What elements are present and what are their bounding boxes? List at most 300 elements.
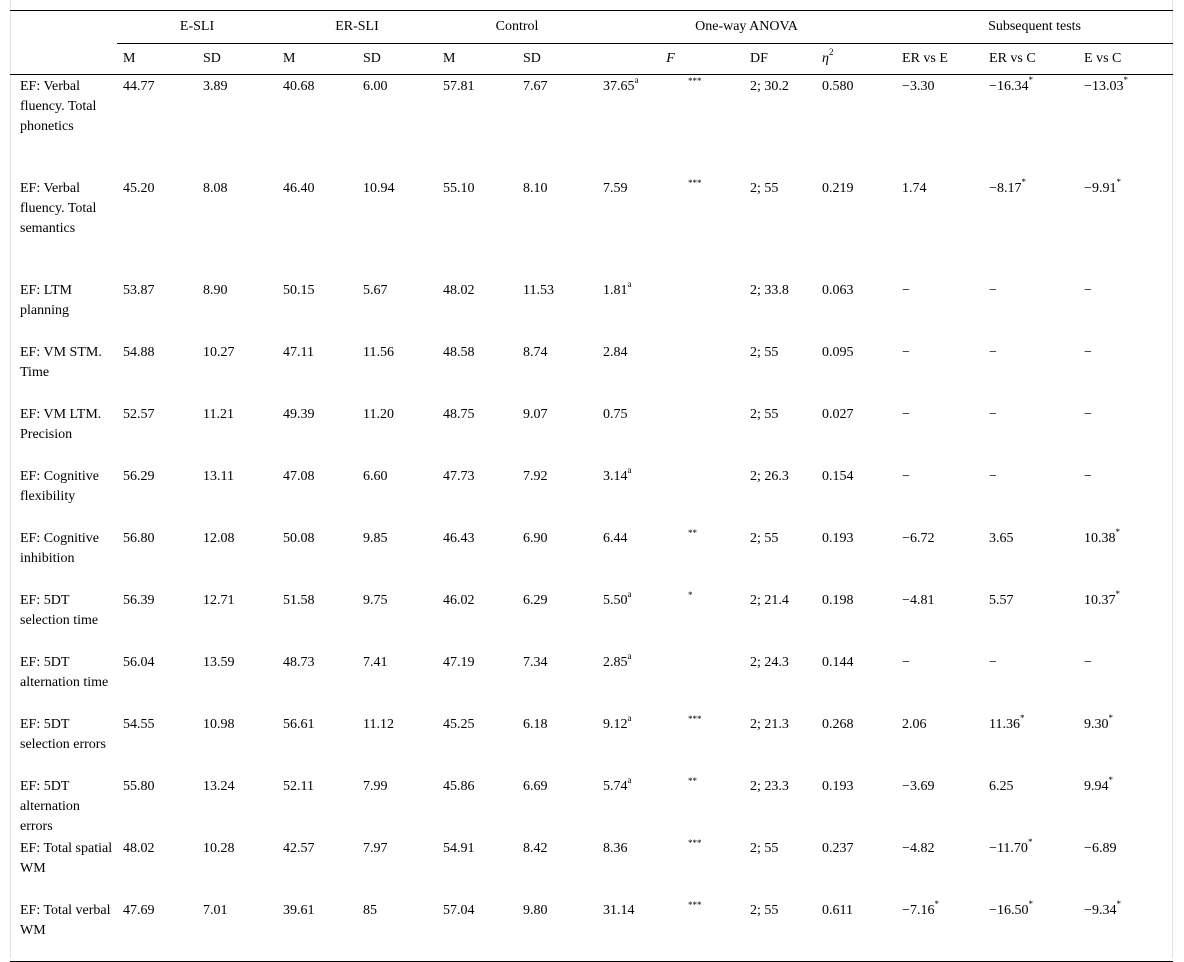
ersli-mean <box>277 75 357 178</box>
control-mean <box>437 775 517 837</box>
esli-mean-value: 56.29 <box>123 469 155 484</box>
column-header-row <box>10 44 1173 75</box>
e-vs-c-marker: * <box>1116 177 1121 188</box>
esli-sd-value: 3.89 <box>203 79 228 94</box>
table-row <box>10 651 1173 713</box>
e-vs-c-value: −13.03 <box>1084 79 1124 94</box>
esli-sd <box>197 75 277 178</box>
ersli-sd-value: 10.94 <box>363 181 395 196</box>
e-vs-c <box>1078 75 1173 178</box>
er-vs-c-value: 3.65 <box>989 531 1014 546</box>
significance-stars: *** <box>688 714 702 724</box>
ersli-mean <box>277 775 357 837</box>
e-vs-c <box>1078 589 1173 651</box>
er-vs-e <box>896 177 983 279</box>
ersli-sd-value: 11.20 <box>363 407 394 422</box>
ersli-mean <box>277 713 357 775</box>
er-vs-e-value: − <box>902 407 910 422</box>
ersli-sd-value: 6.00 <box>363 79 388 94</box>
esli-mean <box>117 177 197 279</box>
er-vs-c-value: −11.70 <box>989 841 1028 856</box>
df-value-value: 2; 21.3 <box>750 717 789 732</box>
e-vs-c-marker: * <box>1115 589 1121 600</box>
significance-cell <box>682 465 744 527</box>
esli-mean <box>117 403 197 465</box>
e-vs-c-marker: * <box>1115 527 1121 538</box>
row-label-value: EF: 5DT selection time <box>20 593 99 628</box>
er-vs-e <box>896 75 983 178</box>
control-mean-value: 46.43 <box>443 531 475 546</box>
f-value <box>597 341 682 403</box>
er-vs-e-value: − <box>902 655 910 670</box>
esli-mean-value: 47.69 <box>123 903 155 918</box>
er-vs-c <box>983 465 1078 527</box>
significance-cell <box>682 713 744 775</box>
group-er-sli: ER-SLI <box>277 11 437 44</box>
ersli-sd-value: 11.56 <box>363 345 394 360</box>
f-value-value: 2.84 <box>603 345 628 360</box>
significance-cell <box>682 589 744 651</box>
significance-cell <box>682 403 744 465</box>
er-vs-e <box>896 713 983 775</box>
control-sd-value: 8.42 <box>523 841 548 856</box>
er-vs-c <box>983 177 1078 279</box>
esli-mean-value: 56.80 <box>123 531 155 546</box>
significance-stars: * <box>688 590 693 600</box>
f-value <box>597 775 682 837</box>
significance-cell <box>682 651 744 713</box>
control-mean <box>437 75 517 178</box>
e-vs-c <box>1078 403 1173 465</box>
control-sd <box>517 775 597 837</box>
col-sd-control: SD <box>517 44 597 75</box>
er-vs-e-value: 2.06 <box>902 717 927 732</box>
significance-cell <box>682 75 744 178</box>
row-label <box>10 177 117 279</box>
control-sd-value: 6.90 <box>523 531 548 546</box>
f-value-value: 3.14 <box>603 469 628 484</box>
row-label-value: EF: Cognitive inhibition <box>20 531 99 566</box>
f-value-value: 5.74 <box>603 779 628 794</box>
row-label <box>10 527 117 589</box>
f-value-value: 6.44 <box>603 531 628 546</box>
row-label-value: EF: VM STM. Time <box>20 345 102 380</box>
control-sd-value: 6.29 <box>523 593 548 608</box>
er-vs-c <box>983 75 1078 178</box>
control-sd-value: 9.80 <box>523 903 548 918</box>
table-row <box>10 465 1173 527</box>
f-value-marker: a <box>627 713 632 724</box>
er-vs-c <box>983 837 1078 899</box>
control-mean <box>437 899 517 962</box>
col-eta: $\eta^2$ <box>816 44 896 75</box>
df-value <box>744 651 816 713</box>
row-label-value: EF: Cognitive flexibility <box>20 469 99 504</box>
ersli-mean <box>277 341 357 403</box>
corner-cell <box>10 11 117 44</box>
ersli-mean-value: 52.11 <box>283 779 314 794</box>
e-vs-c-value: −6.89 <box>1084 841 1117 856</box>
eta-squared <box>816 75 896 178</box>
table-row <box>10 589 1173 651</box>
label-column-header <box>10 44 117 75</box>
esli-mean-value: 45.20 <box>123 181 155 196</box>
er-vs-c <box>983 775 1078 837</box>
ersli-sd <box>357 899 437 962</box>
df-value <box>744 899 816 962</box>
ersli-mean-value: 49.39 <box>283 407 315 422</box>
df-value-value: 2; 55 <box>750 345 779 360</box>
esli-mean-value: 44.77 <box>123 79 155 94</box>
f-value-value: 5.50 <box>603 593 628 608</box>
control-sd <box>517 465 597 527</box>
group-anova: One-way ANOVA <box>597 11 896 44</box>
df-value <box>744 837 816 899</box>
esli-sd <box>197 403 277 465</box>
control-mean-value: 47.19 <box>443 655 475 670</box>
e-vs-c-value: − <box>1084 469 1092 484</box>
f-value <box>597 651 682 713</box>
e-vs-c <box>1078 713 1173 775</box>
table-row <box>10 75 1173 178</box>
esli-mean <box>117 837 197 899</box>
er-vs-c-value: 5.57 <box>989 593 1014 608</box>
esli-sd-value: 13.59 <box>203 655 235 670</box>
e-vs-c-value: 9.94 <box>1084 779 1109 794</box>
eta-squared <box>816 775 896 837</box>
control-sd-value: 11.53 <box>523 283 554 298</box>
esli-mean <box>117 75 197 178</box>
df-value-value: 2; 55 <box>750 841 779 856</box>
control-sd-value: 8.74 <box>523 345 548 360</box>
f-value <box>597 465 682 527</box>
eta-squared-value: 0.193 <box>822 779 854 794</box>
er-vs-c-marker: * <box>1020 713 1025 724</box>
control-sd <box>517 527 597 589</box>
er-vs-e <box>896 899 983 962</box>
significance-stars: *** <box>688 178 702 188</box>
er-vs-e-value: −3.69 <box>902 779 935 794</box>
ersli-sd <box>357 775 437 837</box>
f-value-value: 31.14 <box>603 903 635 918</box>
df-value-value: 2; 33.8 <box>750 283 789 298</box>
er-vs-e <box>896 837 983 899</box>
f-value-marker: a <box>634 75 639 86</box>
ersli-mean-value: 39.61 <box>283 903 315 918</box>
row-label <box>10 589 117 651</box>
er-vs-e-value: − <box>902 469 910 484</box>
er-vs-c-marker: * <box>1027 837 1033 848</box>
df-value <box>744 279 816 341</box>
f-value <box>597 75 682 178</box>
df-value <box>744 527 816 589</box>
esli-mean <box>117 713 197 775</box>
er-vs-c-marker: * <box>1028 899 1033 910</box>
f-value-marker: a <box>627 465 632 476</box>
control-mean <box>437 403 517 465</box>
er-vs-e-value: −6.72 <box>902 531 935 546</box>
esli-sd <box>197 527 277 589</box>
control-mean <box>437 713 517 775</box>
esli-mean <box>117 279 197 341</box>
df-value-value: 2; 55 <box>750 531 779 546</box>
ersli-mean-value: 40.68 <box>283 79 315 94</box>
ersli-sd-value: 7.41 <box>363 655 388 670</box>
row-label-value: EF: LTM planning <box>20 283 72 318</box>
df-value-value: 2; 23.3 <box>750 779 789 794</box>
ersli-mean-value: 47.11 <box>283 345 314 360</box>
ersli-mean-value: 50.08 <box>283 531 315 546</box>
esli-sd-value: 11.21 <box>203 407 234 422</box>
ersli-mean <box>277 837 357 899</box>
esli-mean-value: 55.80 <box>123 779 155 794</box>
control-mean <box>437 527 517 589</box>
control-sd-value: 7.92 <box>523 469 548 484</box>
significance-stars: *** <box>688 838 702 848</box>
eta-squared-value: 0.268 <box>822 717 854 732</box>
group-control: Control <box>437 11 597 44</box>
col-m-esli: M <box>117 44 197 75</box>
er-vs-e <box>896 589 983 651</box>
ersli-sd-value: 9.75 <box>363 593 388 608</box>
er-vs-e <box>896 403 983 465</box>
e-vs-c <box>1078 837 1173 899</box>
col-m-ersli: M <box>277 44 357 75</box>
er-vs-c-value: − <box>989 655 997 670</box>
eta-squared-value: 0.198 <box>822 593 854 608</box>
significance-cell <box>682 527 744 589</box>
f-value <box>597 713 682 775</box>
eta-squared-value: 0.219 <box>822 181 854 196</box>
group-subsequent-tests: Subsequent tests <box>896 11 1173 44</box>
df-value-value: 2; 55 <box>750 407 779 422</box>
control-mean <box>437 837 517 899</box>
ersli-mean <box>277 899 357 962</box>
eta-squared <box>816 713 896 775</box>
df-value-value: 2; 21.4 <box>750 593 789 608</box>
control-mean-value: 45.86 <box>443 779 475 794</box>
e-vs-c-value: 9.30 <box>1084 717 1109 732</box>
er-vs-c-value: − <box>989 469 997 484</box>
df-value <box>744 465 816 527</box>
control-sd-value: 7.67 <box>523 79 548 94</box>
eta-squared-value: 0.027 <box>822 407 854 422</box>
significance-cell <box>682 177 744 279</box>
e-vs-c-marker: * <box>1108 713 1114 724</box>
significance-cell <box>682 775 744 837</box>
ersli-sd-value: 5.67 <box>363 283 388 298</box>
esli-sd-value: 10.27 <box>203 345 235 360</box>
ersli-sd <box>357 341 437 403</box>
esli-sd-value: 12.08 <box>203 531 235 546</box>
esli-sd <box>197 775 277 837</box>
control-mean <box>437 589 517 651</box>
f-value-value: 9.12 <box>603 717 628 732</box>
table-row <box>10 279 1173 341</box>
col-er-vs-c: ER vs C <box>983 44 1078 75</box>
e-vs-c <box>1078 527 1173 589</box>
esli-mean-value: 56.04 <box>123 655 155 670</box>
esli-mean <box>117 899 197 962</box>
control-sd <box>517 589 597 651</box>
er-vs-e <box>896 527 983 589</box>
eta-squared-value: 0.154 <box>822 469 854 484</box>
f-value <box>597 899 682 962</box>
ersli-mean <box>277 279 357 341</box>
row-label <box>10 341 117 403</box>
f-value <box>597 403 682 465</box>
df-value <box>744 177 816 279</box>
table-row <box>10 403 1173 465</box>
df-value-value: 2; 55 <box>750 903 779 918</box>
ersli-sd-value: 6.60 <box>363 469 388 484</box>
ersli-mean <box>277 403 357 465</box>
significance-stars: *** <box>688 76 702 86</box>
er-vs-e-value: −4.82 <box>902 841 935 856</box>
ersli-sd <box>357 403 437 465</box>
er-vs-e-value: − <box>902 283 910 298</box>
esli-sd <box>197 899 277 962</box>
ersli-sd-value: 9.85 <box>363 531 388 546</box>
control-sd-value: 9.07 <box>523 407 548 422</box>
ersli-sd <box>357 713 437 775</box>
esli-mean <box>117 341 197 403</box>
col-er-vs-e: ER vs E <box>896 44 983 75</box>
control-mean-value: 47.73 <box>443 469 475 484</box>
er-vs-c-value: − <box>989 345 997 360</box>
er-vs-e <box>896 341 983 403</box>
er-vs-e-marker: * <box>934 899 939 910</box>
esli-sd <box>197 713 277 775</box>
control-mean <box>437 279 517 341</box>
er-vs-e-value: −3.30 <box>902 79 935 94</box>
er-vs-e <box>896 651 983 713</box>
significance-cell <box>682 837 744 899</box>
control-sd <box>517 837 597 899</box>
row-label-value: EF: 5DT alternation time <box>20 655 109 690</box>
ersli-mean <box>277 589 357 651</box>
ersli-mean-value: 42.57 <box>283 841 315 856</box>
e-vs-c-value: 10.37 <box>1084 593 1116 608</box>
er-vs-c-value: − <box>989 407 997 422</box>
eta-squared <box>816 589 896 651</box>
ersli-mean <box>277 177 357 279</box>
esli-sd <box>197 465 277 527</box>
er-vs-c-marker: * <box>1021 177 1026 188</box>
e-vs-c <box>1078 177 1173 279</box>
group-e-sli: E-SLI <box>117 11 277 44</box>
esli-mean <box>117 527 197 589</box>
row-label-value: EF: Verbal fluency. Total semantics <box>20 181 97 236</box>
er-vs-c <box>983 527 1078 589</box>
col-df: DF <box>744 44 816 75</box>
er-vs-c-value: 11.36 <box>989 717 1021 732</box>
control-mean-value: 57.04 <box>443 903 475 918</box>
eta-squared-value: 0.580 <box>822 79 854 94</box>
ersli-sd <box>357 465 437 527</box>
significance-cell <box>682 899 744 962</box>
eta-squared <box>816 837 896 899</box>
ersli-mean-value: 56.61 <box>283 717 315 732</box>
results-table <box>10 10 1173 962</box>
df-value <box>744 775 816 837</box>
f-value <box>597 279 682 341</box>
control-sd <box>517 899 597 962</box>
control-sd-value: 8.10 <box>523 181 548 196</box>
control-sd <box>517 279 597 341</box>
er-vs-c <box>983 713 1078 775</box>
er-vs-c <box>983 341 1078 403</box>
row-label <box>10 713 117 775</box>
esli-mean <box>117 775 197 837</box>
er-vs-c-marker: * <box>1028 75 1033 86</box>
esli-sd <box>197 177 277 279</box>
e-vs-c-value: − <box>1084 283 1092 298</box>
er-vs-c <box>983 651 1078 713</box>
row-label <box>10 465 117 527</box>
row-label-value: EF: Total verbal WM <box>20 903 111 938</box>
er-vs-c-value: −16.50 <box>989 903 1029 918</box>
ersli-sd-value: 85 <box>363 903 377 918</box>
e-vs-c <box>1078 651 1173 713</box>
f-value-value: 37.65 <box>603 79 635 94</box>
ersli-sd-value: 7.99 <box>363 779 388 794</box>
control-sd <box>517 651 597 713</box>
row-label-value: EF: VM LTM. Precision <box>20 407 102 442</box>
eta-squared-value: 0.237 <box>822 841 854 856</box>
control-sd-value: 6.69 <box>523 779 548 794</box>
er-vs-c <box>983 403 1078 465</box>
col-e-vs-c: E vs C <box>1078 44 1173 75</box>
f-value <box>597 177 682 279</box>
control-mean-value: 48.58 <box>443 345 475 360</box>
esli-mean-value: 56.39 <box>123 593 155 608</box>
er-vs-e <box>896 279 983 341</box>
ersli-mean <box>277 527 357 589</box>
e-vs-c <box>1078 341 1173 403</box>
control-sd <box>517 341 597 403</box>
esli-mean-value: 53.87 <box>123 283 155 298</box>
df-value <box>744 75 816 178</box>
ersli-sd <box>357 527 437 589</box>
control-mean <box>437 177 517 279</box>
row-label-value: EF: Verbal fluency. Total phonetics <box>20 79 97 134</box>
control-mean-value: 48.75 <box>443 407 475 422</box>
table-row <box>10 775 1173 837</box>
esli-sd-value: 12.71 <box>203 593 235 608</box>
control-mean-value: 54.91 <box>443 841 475 856</box>
esli-sd-value: 8.90 <box>203 283 228 298</box>
control-mean-value: 57.81 <box>443 79 475 94</box>
ersli-sd-value: 11.12 <box>363 717 394 732</box>
f-value-value: 7.59 <box>603 181 628 196</box>
er-vs-c <box>983 279 1078 341</box>
df-value-value: 2; 30.2 <box>750 79 789 94</box>
er-vs-e <box>896 465 983 527</box>
significance-stars: *** <box>688 900 702 910</box>
table-row <box>10 527 1173 589</box>
col-f: F <box>597 44 744 75</box>
significance-stars: ** <box>688 776 697 786</box>
esli-mean-value: 52.57 <box>123 407 155 422</box>
df-value-value: 2; 55 <box>750 181 779 196</box>
row-label <box>10 837 117 899</box>
control-mean-value: 46.02 <box>443 593 475 608</box>
e-vs-c-marker: * <box>1108 775 1114 786</box>
esli-sd-value: 10.28 <box>203 841 235 856</box>
control-sd-value: 7.34 <box>523 655 548 670</box>
col-m-control: M <box>437 44 517 75</box>
